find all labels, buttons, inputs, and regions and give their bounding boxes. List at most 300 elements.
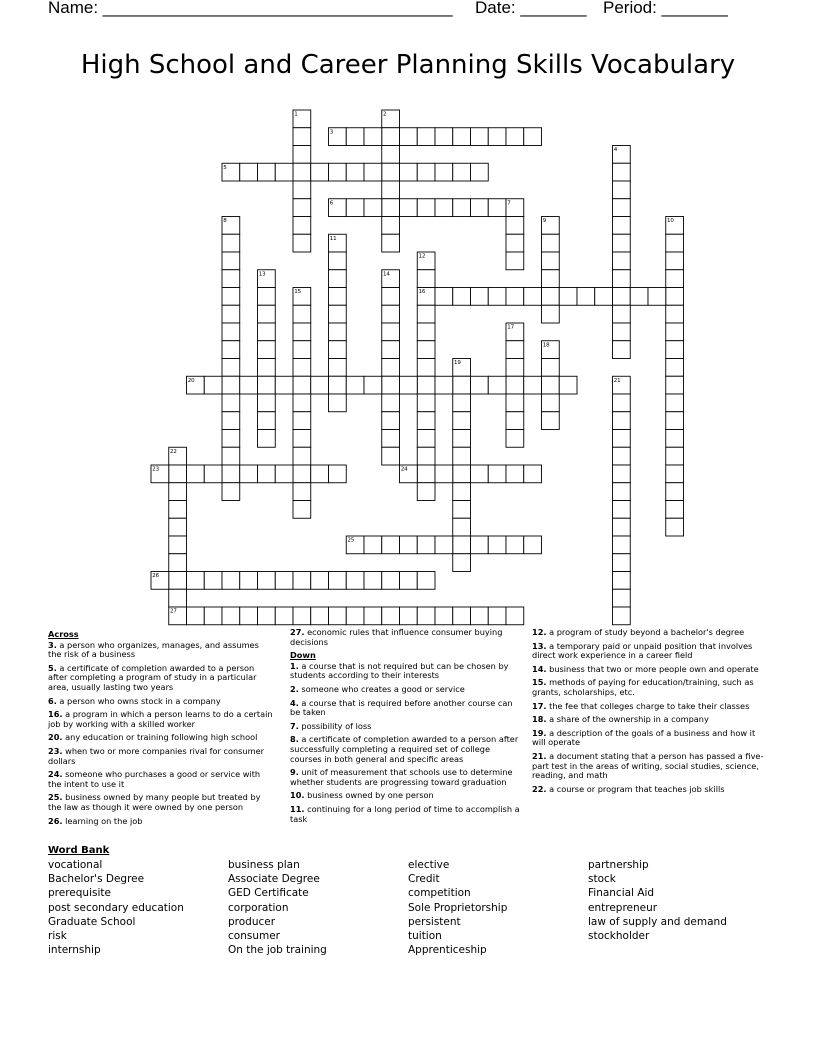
- grid-cell[interactable]: [311, 163, 329, 181]
- grid-cell[interactable]: [417, 341, 435, 359]
- clue-number-label: 21: [613, 377, 621, 384]
- grid-cell[interactable]: [400, 199, 418, 217]
- grid-cell[interactable]: [559, 376, 577, 394]
- grid-cell[interactable]: [329, 572, 347, 590]
- grid-cell[interactable]: [364, 572, 382, 590]
- grid-cell[interactable]: [453, 128, 471, 146]
- word-bank-item: Associate Degree: [228, 873, 320, 886]
- grid-cell[interactable]: [453, 518, 471, 536]
- grid-cell[interactable]: [524, 376, 542, 394]
- clue-number-label: 20: [187, 377, 195, 384]
- grid-cell[interactable]: [382, 430, 400, 448]
- grid-cell[interactable]: [329, 252, 347, 270]
- grid-cell[interactable]: [542, 376, 560, 394]
- grid-cell[interactable]: [488, 607, 506, 625]
- grid-cell[interactable]: [169, 518, 187, 536]
- grid-cell[interactable]: [382, 607, 400, 625]
- grid-cell[interactable]: [329, 288, 347, 306]
- grid-cell[interactable]: [293, 607, 311, 625]
- down-heading: Down: [290, 650, 316, 661]
- grid-cell[interactable]: [275, 572, 293, 590]
- grid-cell[interactable]: [382, 394, 400, 412]
- grid-cell[interactable]: [258, 288, 276, 306]
- grid-cell[interactable]: [506, 217, 524, 235]
- grid-cell[interactable]: [666, 288, 684, 306]
- grid-cell[interactable]: [293, 146, 311, 164]
- grid-cell[interactable]: [275, 376, 293, 394]
- grid-cell[interactable]: [417, 607, 435, 625]
- grid-cell[interactable]: [222, 483, 240, 501]
- grid-cell[interactable]: [346, 572, 364, 590]
- grid-cell[interactable]: [187, 572, 205, 590]
- grid-cell[interactable]: [293, 412, 311, 430]
- clue-5: 5. a certificate of completion awarded to a person after completing a program of study in a particular area, usually lasting two years: [48, 662, 257, 692]
- grid-cell[interactable]: [258, 305, 276, 323]
- grid-cell[interactable]: [222, 323, 240, 341]
- grid-cell[interactable]: [613, 501, 631, 519]
- grid-cell[interactable]: [542, 305, 560, 323]
- grid-cell[interactable]: [435, 607, 453, 625]
- grid-cell[interactable]: [346, 199, 364, 217]
- grid-cell[interactable]: [613, 252, 631, 270]
- grid-cell[interactable]: [293, 394, 311, 412]
- grid-cell[interactable]: [666, 412, 684, 430]
- grid-cell[interactable]: [488, 199, 506, 217]
- grid-cell[interactable]: [506, 341, 524, 359]
- grid-cell[interactable]: [613, 412, 631, 430]
- grid-cell[interactable]: [524, 288, 542, 306]
- grid-cell[interactable]: [293, 234, 311, 252]
- grid-cell[interactable]: [382, 447, 400, 465]
- grid-cell[interactable]: [613, 394, 631, 412]
- grid-cell[interactable]: [613, 234, 631, 252]
- grid-cell[interactable]: [222, 465, 240, 483]
- word-bank-column-1: [48, 858, 184, 957]
- grid-cell[interactable]: [222, 447, 240, 465]
- grid-cell[interactable]: [417, 572, 435, 590]
- grid-cell[interactable]: [613, 430, 631, 448]
- grid-cell[interactable]: [435, 288, 453, 306]
- word-bank-item: Apprenticeship: [408, 944, 487, 957]
- grid-cell[interactable]: [417, 270, 435, 288]
- grid-cell[interactable]: [630, 288, 648, 306]
- grid-cell[interactable]: [329, 359, 347, 377]
- grid-cell[interactable]: [222, 359, 240, 377]
- grid-cell[interactable]: [471, 128, 489, 146]
- grid-cell[interactable]: [222, 376, 240, 394]
- grid-cell[interactable]: [187, 465, 205, 483]
- grid-cell[interactable]: [453, 501, 471, 519]
- grid-cell[interactable]: [666, 234, 684, 252]
- grid-cell[interactable]: [222, 341, 240, 359]
- grid-cell[interactable]: [613, 607, 631, 625]
- grid-cell[interactable]: [364, 536, 382, 554]
- word-bank-item: Bachelor's Degree: [48, 873, 145, 886]
- grid-cell[interactable]: [258, 430, 276, 448]
- grid-cell[interactable]: [293, 305, 311, 323]
- grid-cell[interactable]: [311, 607, 329, 625]
- clue-2: 2. someone who creates a good or service: [290, 683, 465, 694]
- grid-cell[interactable]: [488, 376, 506, 394]
- grid-cell[interactable]: [382, 163, 400, 181]
- grid-cell[interactable]: [524, 128, 542, 146]
- grid-cell[interactable]: [258, 607, 276, 625]
- grid-cell[interactable]: [400, 163, 418, 181]
- grid-cell[interactable]: [293, 163, 311, 181]
- grid-cell[interactable]: [382, 572, 400, 590]
- clue-21: 21. a document stating that a person has passed a five-part test in the areas of writing, social studies, science, reading, and math: [532, 750, 764, 781]
- grid-cell[interactable]: [240, 572, 258, 590]
- grid-cell[interactable]: [577, 288, 595, 306]
- word-bank-column-4: [588, 858, 727, 943]
- grid-cell[interactable]: [293, 376, 311, 394]
- grid-cell[interactable]: [258, 359, 276, 377]
- grid-cell[interactable]: [400, 376, 418, 394]
- grid-cell[interactable]: [506, 252, 524, 270]
- grid-cell[interactable]: [258, 394, 276, 412]
- grid-cell[interactable]: [506, 128, 524, 146]
- grid-cell[interactable]: [258, 323, 276, 341]
- grid-cell[interactable]: [222, 234, 240, 252]
- clue-number-label: 17: [507, 324, 515, 331]
- word-bank-item: stockholder: [588, 930, 650, 943]
- grid-cell[interactable]: [382, 288, 400, 306]
- grid-cell[interactable]: [204, 465, 222, 483]
- grid-cell[interactable]: [417, 376, 435, 394]
- word-bank-item: entrepreneur: [588, 901, 658, 914]
- grid-cell[interactable]: [382, 536, 400, 554]
- grid-cell[interactable]: [382, 359, 400, 377]
- grid-cell[interactable]: [613, 288, 631, 306]
- grid-cell[interactable]: [666, 341, 684, 359]
- grid-cell[interactable]: [204, 607, 222, 625]
- grid-cell[interactable]: [169, 536, 187, 554]
- grid-cell[interactable]: [258, 341, 276, 359]
- clue-number-label: 9: [542, 218, 547, 225]
- grid-cell[interactable]: [613, 323, 631, 341]
- grid-cell[interactable]: [471, 163, 489, 181]
- grid-cell[interactable]: [329, 607, 347, 625]
- grid-cell[interactable]: [382, 341, 400, 359]
- grid-cell[interactable]: [453, 288, 471, 306]
- grid-cell[interactable]: [222, 394, 240, 412]
- grid-cell[interactable]: [613, 447, 631, 465]
- grid-cell[interactable]: [364, 163, 382, 181]
- grid-cell[interactable]: [346, 607, 364, 625]
- grid-cell[interactable]: [382, 199, 400, 217]
- grid-cell[interactable]: [417, 323, 435, 341]
- grid-cell[interactable]: [453, 412, 471, 430]
- grid-cell[interactable]: [506, 412, 524, 430]
- clues-column-2: [290, 628, 522, 828]
- grid-cell[interactable]: [258, 163, 276, 181]
- grid-cell[interactable]: [453, 483, 471, 501]
- grid-cell[interactable]: [169, 465, 187, 483]
- grid-cell[interactable]: [453, 376, 471, 394]
- grid-cell[interactable]: [453, 430, 471, 448]
- clue-8: 8. a certificate of completion awarded to a person after successfully completing a required set of college courses in both general and specific areas: [290, 734, 519, 764]
- grid-cell[interactable]: [595, 288, 613, 306]
- grid-cell[interactable]: [613, 518, 631, 536]
- grid-cell[interactable]: [666, 394, 684, 412]
- grid-cell[interactable]: [542, 234, 560, 252]
- grid-cell[interactable]: [364, 607, 382, 625]
- grid-cell[interactable]: [613, 465, 631, 483]
- grid-cell[interactable]: [666, 430, 684, 448]
- grid-cell[interactable]: [453, 536, 471, 554]
- grid-cell[interactable]: [613, 181, 631, 199]
- grid-cell[interactable]: [311, 376, 329, 394]
- grid-cell[interactable]: [275, 163, 293, 181]
- grid-cell[interactable]: [293, 572, 311, 590]
- grid-cell[interactable]: [293, 447, 311, 465]
- grid-cell[interactable]: [666, 270, 684, 288]
- grid-cell[interactable]: [488, 128, 506, 146]
- grid-cell[interactable]: [435, 376, 453, 394]
- grid-cell[interactable]: [258, 412, 276, 430]
- grid-cell[interactable]: [488, 288, 506, 306]
- grid-cell[interactable]: [506, 234, 524, 252]
- grid-cell[interactable]: [488, 536, 506, 554]
- grid-cell[interactable]: [187, 607, 205, 625]
- grid-cell[interactable]: [471, 288, 489, 306]
- grid-cell[interactable]: [169, 501, 187, 519]
- grid-cell[interactable]: [435, 465, 453, 483]
- grid-cell[interactable]: [382, 128, 400, 146]
- grid-cell[interactable]: [542, 359, 560, 377]
- grid-cell[interactable]: [382, 217, 400, 235]
- grid-cell[interactable]: [364, 128, 382, 146]
- grid-cell[interactable]: [169, 483, 187, 501]
- grid-cell[interactable]: [613, 589, 631, 607]
- grid-cell[interactable]: [417, 465, 435, 483]
- grid-cell[interactable]: [329, 341, 347, 359]
- grid-cell[interactable]: [169, 589, 187, 607]
- grid-cell[interactable]: [258, 376, 276, 394]
- grid-cell[interactable]: [435, 536, 453, 554]
- grid-cell[interactable]: [400, 607, 418, 625]
- grid-cell[interactable]: [204, 572, 222, 590]
- grid-cell[interactable]: [240, 465, 258, 483]
- grid-cell[interactable]: [382, 181, 400, 199]
- clue-number-label: 15: [294, 289, 302, 296]
- word-bank-item: Sole Proprietorship: [408, 901, 508, 914]
- grid-cell[interactable]: [364, 376, 382, 394]
- grid-cell[interactable]: [275, 465, 293, 483]
- grid-cell[interactable]: [258, 572, 276, 590]
- grid-cell[interactable]: [506, 607, 524, 625]
- grid-cell[interactable]: [222, 305, 240, 323]
- grid-cell[interactable]: [666, 376, 684, 394]
- grid-cell[interactable]: [329, 270, 347, 288]
- grid-cell[interactable]: [471, 199, 489, 217]
- grid-cell[interactable]: [417, 447, 435, 465]
- date-field[interactable]: Date: _______: [475, 0, 587, 17]
- grid-cell[interactable]: [258, 465, 276, 483]
- grid-cell[interactable]: [417, 163, 435, 181]
- grid-cell[interactable]: [471, 536, 489, 554]
- grid-cell[interactable]: [382, 234, 400, 252]
- clue-number-label: 16: [418, 289, 426, 296]
- grid-cell[interactable]: [613, 199, 631, 217]
- grid-cell[interactable]: [417, 430, 435, 448]
- grid-cell[interactable]: [506, 359, 524, 377]
- grid-cell[interactable]: [666, 483, 684, 501]
- grid-cell[interactable]: [559, 288, 577, 306]
- clue-number-label: 24: [400, 466, 408, 473]
- grid-cell[interactable]: [400, 572, 418, 590]
- grid-cell[interactable]: [240, 376, 258, 394]
- grid-cell[interactable]: [648, 288, 666, 306]
- grid-cell[interactable]: [364, 199, 382, 217]
- grid-cell[interactable]: [506, 430, 524, 448]
- grid-cell[interactable]: [329, 394, 347, 412]
- grid-cell[interactable]: [222, 607, 240, 625]
- grid-cell[interactable]: [417, 199, 435, 217]
- grid-cell[interactable]: [417, 412, 435, 430]
- grid-cell[interactable]: [542, 394, 560, 412]
- grid-cell[interactable]: [417, 483, 435, 501]
- grid-cell[interactable]: [435, 163, 453, 181]
- grid-cell[interactable]: [329, 465, 347, 483]
- grid-cell[interactable]: [666, 359, 684, 377]
- word-bank-item: On the job training: [228, 944, 327, 957]
- grid-cell[interactable]: [275, 607, 293, 625]
- word-bank-item: Financial Aid: [588, 887, 655, 900]
- grid-cell[interactable]: [613, 572, 631, 590]
- grid-cell[interactable]: [453, 447, 471, 465]
- grid-cell[interactable]: [613, 305, 631, 323]
- grid-cell[interactable]: [453, 394, 471, 412]
- grid-cell[interactable]: [666, 305, 684, 323]
- grid-cell[interactable]: [666, 465, 684, 483]
- grid-cell[interactable]: [293, 181, 311, 199]
- grid-cell[interactable]: [524, 536, 542, 554]
- grid-cell[interactable]: [488, 465, 506, 483]
- grid-cell[interactable]: [613, 270, 631, 288]
- grid-cell[interactable]: [453, 465, 471, 483]
- grid-cell[interactable]: [666, 252, 684, 270]
- grid-cell[interactable]: [293, 430, 311, 448]
- grid-cell[interactable]: [329, 163, 347, 181]
- grid-cell[interactable]: [613, 163, 631, 181]
- clue-6: 6. a person who owns stock in a company: [48, 695, 221, 706]
- grid-cell[interactable]: [613, 554, 631, 572]
- grid-cell[interactable]: [400, 128, 418, 146]
- grid-cell[interactable]: [382, 305, 400, 323]
- grid-cell[interactable]: [542, 288, 560, 306]
- grid-cell[interactable]: [293, 128, 311, 146]
- grid-cell[interactable]: [329, 323, 347, 341]
- word-bank-item: competition: [408, 887, 471, 900]
- grid-cell[interactable]: [293, 341, 311, 359]
- grid-cell[interactable]: [471, 465, 489, 483]
- grid-cell[interactable]: [435, 128, 453, 146]
- grid-cell[interactable]: [453, 199, 471, 217]
- grid-cell[interactable]: [542, 252, 560, 270]
- grid-cell[interactable]: [293, 501, 311, 519]
- grid-cell[interactable]: [417, 305, 435, 323]
- grid-cell[interactable]: [542, 412, 560, 430]
- grid-cell[interactable]: [417, 359, 435, 377]
- grid-cell[interactable]: [613, 217, 631, 235]
- grid-cell[interactable]: [311, 465, 329, 483]
- word-bank-item: stock: [588, 873, 616, 886]
- grid-cell[interactable]: [506, 536, 524, 554]
- grid-cell[interactable]: [382, 146, 400, 164]
- grid-cell[interactable]: [346, 128, 364, 146]
- grid-cell[interactable]: [542, 270, 560, 288]
- grid-cell[interactable]: [666, 447, 684, 465]
- grid-cell[interactable]: [506, 288, 524, 306]
- grid-cell[interactable]: [346, 163, 364, 181]
- grid-cell[interactable]: [222, 572, 240, 590]
- grid-cell[interactable]: [666, 518, 684, 536]
- clue-10: 10. business owned by one person: [290, 790, 434, 801]
- grid-cell[interactable]: [506, 376, 524, 394]
- grid-cell[interactable]: [417, 394, 435, 412]
- grid-cell[interactable]: [222, 252, 240, 270]
- grid-cell[interactable]: [329, 305, 347, 323]
- grid-cell[interactable]: [471, 607, 489, 625]
- grid-cell[interactable]: [382, 412, 400, 430]
- grid-cell[interactable]: [382, 323, 400, 341]
- grid-cell[interactable]: [329, 376, 347, 394]
- grid-cell[interactable]: [453, 554, 471, 572]
- grid-cell[interactable]: [222, 288, 240, 306]
- grid-cell[interactable]: [506, 394, 524, 412]
- grid-cell[interactable]: [453, 607, 471, 625]
- grid-cell[interactable]: [293, 359, 311, 377]
- grid-cell[interactable]: [169, 554, 187, 572]
- grid-cell[interactable]: [666, 501, 684, 519]
- grid-cell[interactable]: [382, 376, 400, 394]
- name-field[interactable]: Name: _____________________________________: [48, 0, 453, 17]
- grid-cell[interactable]: [240, 607, 258, 625]
- grid-cell[interactable]: [417, 536, 435, 554]
- grid-cell[interactable]: [400, 536, 418, 554]
- clue-number-label: 19: [453, 360, 461, 367]
- grid-cell[interactable]: [613, 536, 631, 554]
- grid-cell[interactable]: [417, 128, 435, 146]
- grid-cell[interactable]: [613, 483, 631, 501]
- grid-cell[interactable]: [240, 163, 258, 181]
- grid-cell[interactable]: [293, 483, 311, 501]
- grid-cell[interactable]: [666, 323, 684, 341]
- grid-cell[interactable]: [613, 341, 631, 359]
- grid-cell[interactable]: [435, 199, 453, 217]
- across-heading: Across: [48, 629, 79, 639]
- grid-cell[interactable]: [222, 270, 240, 288]
- grid-cell[interactable]: [311, 572, 329, 590]
- grid-cell[interactable]: [293, 323, 311, 341]
- grid-cell[interactable]: [204, 376, 222, 394]
- grid-cell[interactable]: [453, 163, 471, 181]
- grid-cell[interactable]: [506, 465, 524, 483]
- grid-cell[interactable]: [293, 465, 311, 483]
- grid-cell[interactable]: [169, 572, 187, 590]
- grid-cell[interactable]: [346, 376, 364, 394]
- grid-cell[interactable]: [293, 199, 311, 217]
- grid-cell[interactable]: [222, 412, 240, 430]
- clue-number-label: 18: [542, 342, 550, 349]
- grid-cell[interactable]: [293, 217, 311, 235]
- clue-9: 9. unit of measurement that schools use to determine whether students are progressing toward graduation: [290, 767, 513, 787]
- grid-cell[interactable]: [524, 465, 542, 483]
- grid-cell[interactable]: [222, 430, 240, 448]
- period-field[interactable]: Period: _______: [603, 0, 728, 17]
- grid-cell[interactable]: [471, 376, 489, 394]
